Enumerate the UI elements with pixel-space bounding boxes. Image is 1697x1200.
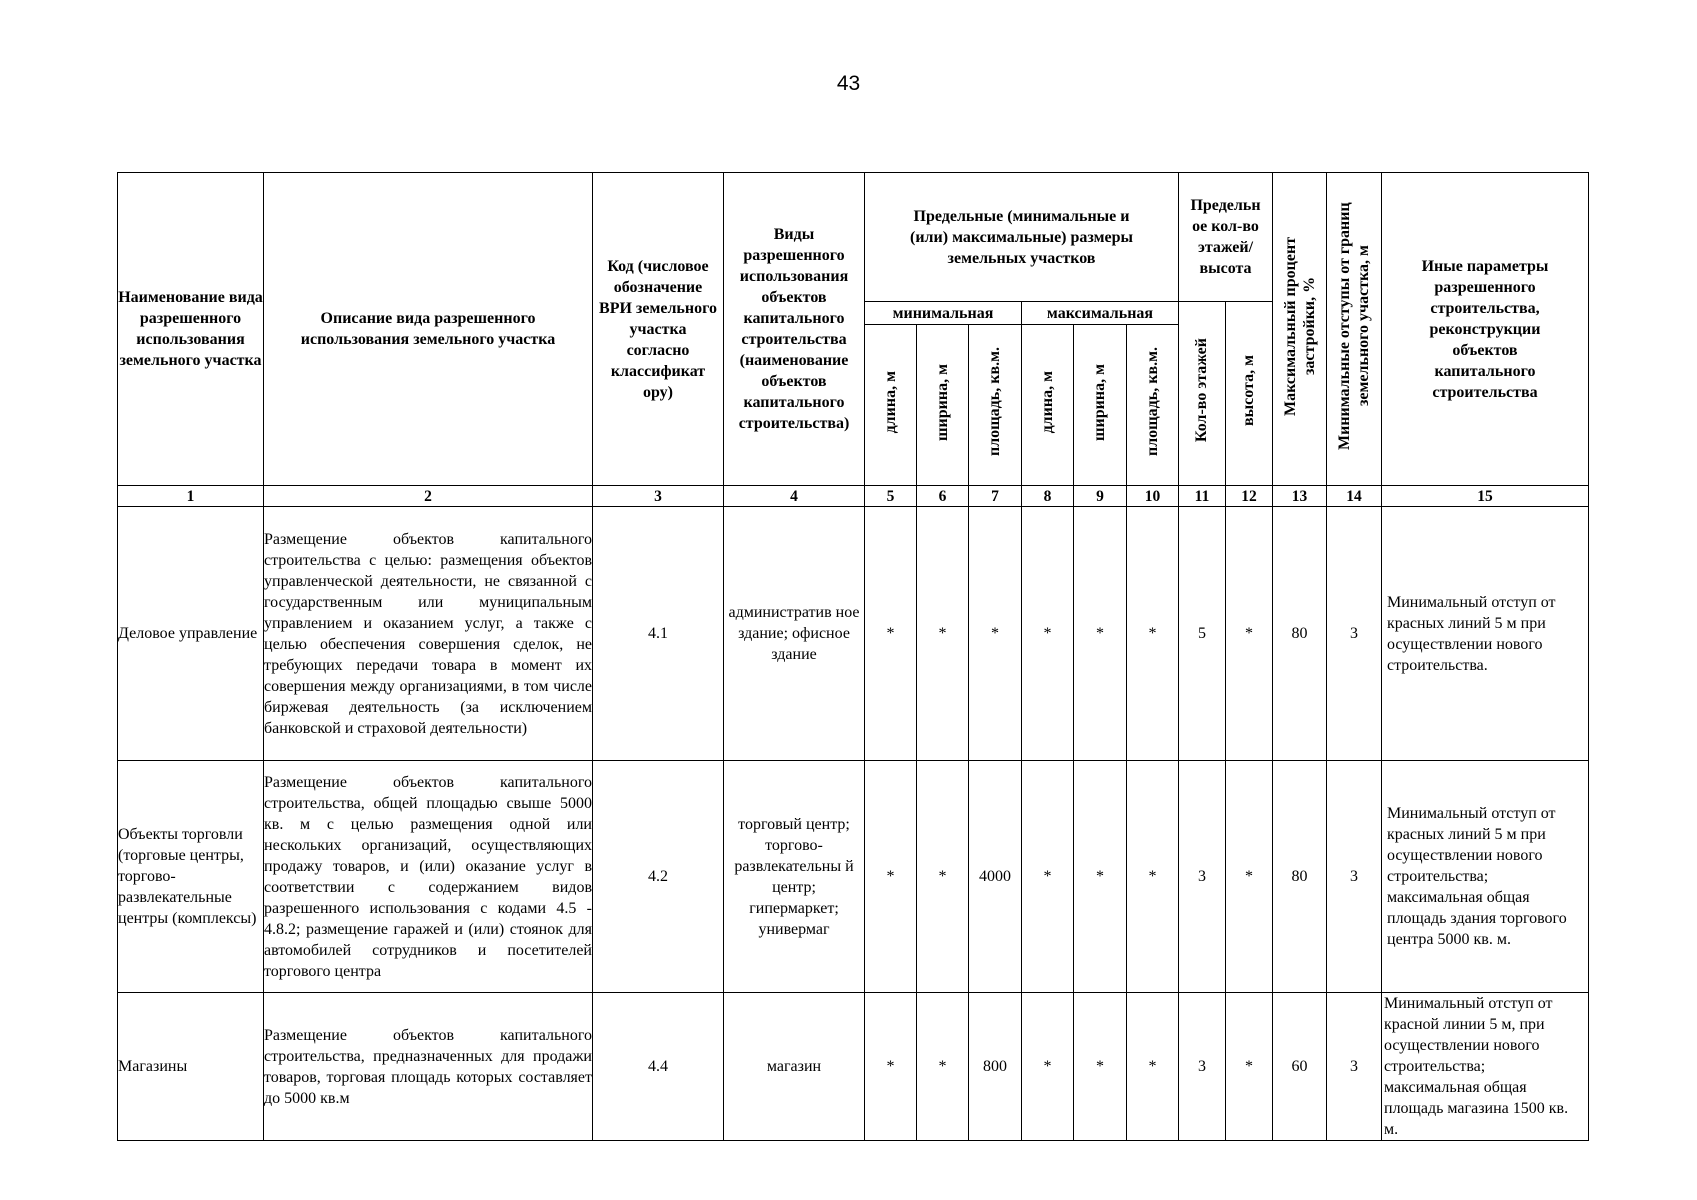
cell-floors: 5 <box>1179 507 1226 761</box>
header-min-area-text: площадь, кв.м. <box>986 347 1003 457</box>
header-max-percent-text: Максимальный процент застройки, % <box>1281 236 1318 416</box>
cell-other: Минимальный отступ от красных линий 5 м при осуществлении нового строительства; максимальная общая площадь здания торгового центра 5000 кв. м. <box>1382 761 1589 993</box>
header-max-percent <box>1273 173 1327 486</box>
page-number: 43 <box>836 72 861 95</box>
header-max-group: максимальная <box>1022 302 1179 325</box>
cell-max-length: * <box>1022 507 1074 761</box>
header-name: Наименование вида разрешенного использования земельного участка <box>118 173 264 486</box>
column-numbers-row <box>118 486 1589 507</box>
table-row <box>118 993 1589 1141</box>
land-use-table <box>117 172 1589 1141</box>
cell-max-length: * <box>1022 993 1074 1141</box>
cell-min-width: * <box>917 507 969 761</box>
cell-description: Размещение объектов капитального строительства, общей площадью свыше 5000 кв. м с целью размещения одной или нескольких организаций, осуществляющих продажу товаров, и (или) оказание услуг в соответствии с содержанием видов разрешенного использования с кодами 4.5 - 4.8.2; размещение гаражей и (или) стоянок для автомобилей сотрудников и посетителей торгового центра <box>264 761 593 993</box>
column-number: 14 <box>1327 486 1382 507</box>
cell-floors: 3 <box>1179 993 1226 1141</box>
cell-description: Размещение объектов капитального строительства с целью: размещения объектов управленческой деятельности, не связанной с государственным или муниципальным управлением и оказанием услуг, а также с целью обеспечения совершения сделок, не требующих передачи товара в момент их совершения между организациями, в том числе биржевая деятельность (за исключением банковской и страховой деятельности) <box>264 507 593 761</box>
cell-min-width: * <box>917 993 969 1141</box>
column-number: 8 <box>1022 486 1074 507</box>
header-min-width-text: ширина, м <box>933 363 951 441</box>
cell-max-area: * <box>1127 993 1179 1141</box>
header-floors <box>1179 302 1226 486</box>
column-number: 13 <box>1273 486 1327 507</box>
cell-min-area: 4000 <box>969 761 1022 993</box>
cell-other: Минимальный отступ от красной линии 5 м, при осуществлении нового строительства; максимальная общая площадь магазина 1500 кв. м. <box>1382 993 1589 1141</box>
cell-min-length: * <box>865 993 917 1141</box>
cell-height: * <box>1226 761 1273 993</box>
header-max-length-text: длина, м <box>1038 370 1056 434</box>
cell-max-length: * <box>1022 761 1074 993</box>
column-number: 6 <box>917 486 969 507</box>
cell-objects: административ ное здание; офисное здание <box>724 507 865 761</box>
column-number: 3 <box>593 486 724 507</box>
header-max-width <box>1074 325 1127 486</box>
column-number: 7 <box>969 486 1022 507</box>
column-number: 11 <box>1179 486 1226 507</box>
header-sizes-group: Предельные (минимальные и (или) максимальные) размеры земельных участков <box>865 173 1179 302</box>
header-max-area <box>1127 325 1179 486</box>
cell-code: 4.1 <box>593 507 724 761</box>
column-number: 15 <box>1382 486 1589 507</box>
header-min-setbacks-text: Минимальные отступы от границ земельного участка, м <box>1336 202 1372 450</box>
cell-code: 4.2 <box>593 761 724 993</box>
column-number: 9 <box>1074 486 1127 507</box>
header-floors-group: Предельн ое кол-во этажей/ высота <box>1179 173 1273 302</box>
cell-name: Объекты торговли (торговые центры, торгово-развлекательные центры (комплексы) <box>118 761 264 993</box>
header-min-width <box>917 325 969 486</box>
cell-code: 4.4 <box>593 993 724 1141</box>
column-number: 1 <box>118 486 264 507</box>
header-max-length <box>1022 325 1074 486</box>
header-floors-text: Кол-во этажей <box>1193 338 1210 443</box>
cell-max-width: * <box>1074 993 1127 1141</box>
cell-other: Минимальный отступ от красных линий 5 м при осуществлении нового строительства. <box>1382 507 1589 761</box>
header-min-area <box>969 325 1022 486</box>
column-number: 5 <box>865 486 917 507</box>
header-min-group: минимальная <box>865 302 1022 325</box>
cell-min-area: * <box>969 507 1022 761</box>
cell-max-width: * <box>1074 761 1127 993</box>
header-other-params: Иные параметры разрешенного строительства, реконструкции объектов капитального строительства <box>1382 173 1589 486</box>
cell-min-length: * <box>865 507 917 761</box>
table-row <box>118 761 1589 993</box>
cell-setback: 3 <box>1327 507 1382 761</box>
header-max-area-text: площадь, кв.м. <box>1143 347 1161 457</box>
cell-height: * <box>1226 507 1273 761</box>
cell-objects: магазин <box>724 993 865 1141</box>
column-number: 4 <box>724 486 865 507</box>
column-number: 12 <box>1226 486 1273 507</box>
cell-setback: 3 <box>1327 761 1382 993</box>
cell-min-area: 800 <box>969 993 1022 1141</box>
header-max-width-text: ширина, м <box>1091 363 1108 441</box>
header-description: Описание вида разрешенного использования земельного участка <box>264 173 593 486</box>
cell-percent: 80 <box>1273 507 1327 761</box>
header-height <box>1226 302 1273 486</box>
cell-min-width: * <box>917 761 969 993</box>
cell-percent: 60 <box>1273 993 1327 1141</box>
cell-min-length: * <box>865 761 917 993</box>
cell-height: * <box>1226 993 1273 1141</box>
header-min-length <box>865 325 917 486</box>
header-height-text: высота, м <box>1240 355 1257 426</box>
column-number: 2 <box>264 486 593 507</box>
cell-max-area: * <box>1127 507 1179 761</box>
cell-name: Магазины <box>118 993 264 1141</box>
cell-percent: 80 <box>1273 761 1327 993</box>
cell-name: Деловое управление <box>118 507 264 761</box>
table-row <box>118 507 1589 761</box>
header-min-length-text: длина, м <box>881 370 899 434</box>
cell-max-width: * <box>1074 507 1127 761</box>
cell-floors: 3 <box>1179 761 1226 993</box>
header-min-setbacks <box>1327 173 1382 486</box>
cell-objects: торговый центр; торгово-развлекательны й центр; гипермаркет; универмаг <box>724 761 865 993</box>
cell-description: Размещение объектов капитального строительства, предназначенных для продажи товаров, торговая площадь которых составляет до 5000 кв.м <box>264 993 593 1141</box>
cell-max-area: * <box>1127 761 1179 993</box>
column-number: 10 <box>1127 486 1179 507</box>
header-object-types: Виды разрешенного использования объектов капитального строительства (наименование объектов капитального строительства) <box>724 173 865 486</box>
header-code: Код (числовое обозначение ВРИ земельного участка согласно классификат ору) <box>593 173 724 486</box>
cell-setback: 3 <box>1327 993 1382 1141</box>
